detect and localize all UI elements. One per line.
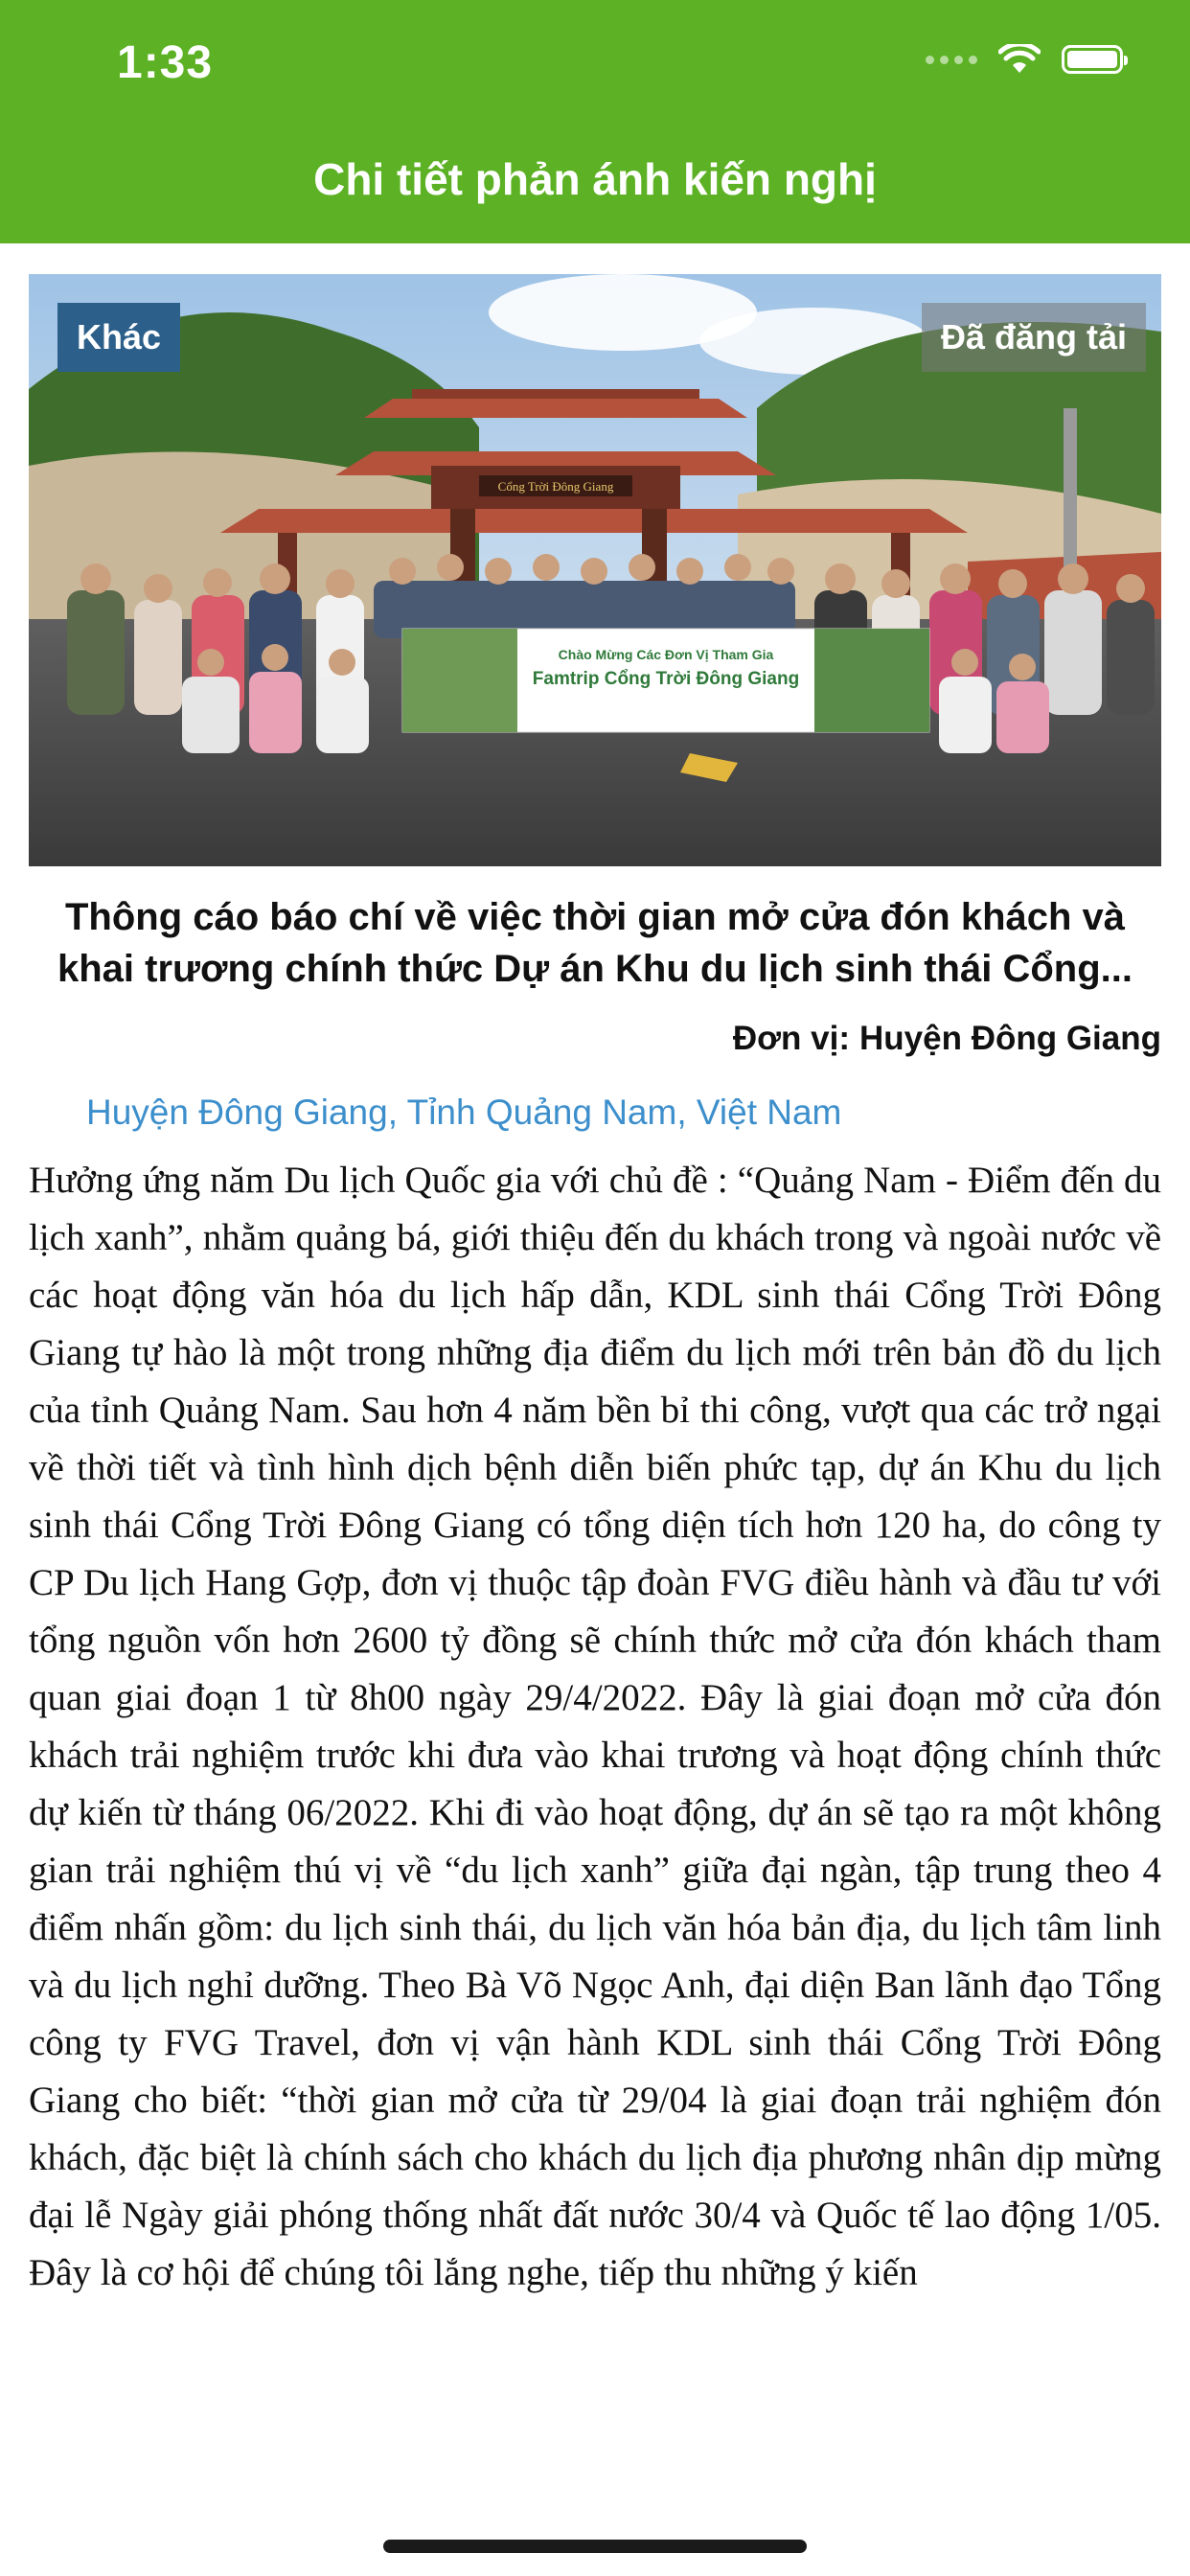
cellular-signal-icon <box>926 56 977 64</box>
status-icons <box>926 44 1123 75</box>
report-image[interactable] <box>29 274 1161 866</box>
status-time: 1:33 <box>117 37 214 88</box>
battery-icon <box>1062 45 1123 74</box>
gate-sign-text: Cổng Trời Đông Giang <box>497 479 614 494</box>
page-title: Chi tiết phản ánh kiến nghị <box>313 154 877 204</box>
unit-line <box>733 1020 1161 1058</box>
wifi-icon <box>998 44 1041 75</box>
location-link[interactable]: Huyện Đông Giang, Tỉnh Quảng Nam, Việt Nam <box>86 1092 842 1132</box>
home-indicator[interactable] <box>383 2540 807 2553</box>
banner-line2: Famtrip Cổng Trời Đông Giang <box>532 669 800 689</box>
status-badge: Đã đăng tải <box>922 303 1146 372</box>
unit-label: Đơn vị: <box>732 1020 850 1057</box>
category-badge: Khác <box>57 303 180 372</box>
article-body: Hưởng ứng năm Du lịch Quốc gia với chủ đề : “Quảng Nam - Điểm đến du lịch xanh”, nhằm quảng bá, giới thiệu đến du khách trong và ngoài nước về các hoạt động văn hóa du lịch hấp dẫn, KDL sinh thái Cổng Trời Đông Giang tự hào là một trong những địa điểm du lịch mới trên bản đồ du lịch của tỉnh Quảng Nam. Sau hơn 4 năm bền bỉ thi công, vượt qua các trở ngại về thời tiết và tình hình dịch bệnh diễn biến phức tạp, dự án Khu du lịch sinh thái Cổng Trời Đông Giang có tổng diện tích hơn 120 ha, do công ty CP Du lịch Hang Gợp, đơn vị thuộc tập đoàn FVG điều hành và đầu tư với tổng nguồn vốn hơn 2600 tỷ đồng sẽ chính thức mở cửa đón khách tham quan giai đoạn 1 từ 8h00 ngày 29/4/2022. Đây là giai đoạn mở cửa đón khách trải nghiệm trước khi đưa vào khai trương và hoạt động chính thức dự kiến từ tháng 06/2022. Khi đi vào hoạt động, dự án sẽ tạo ra một không gian trải nghiệm thú vị về “du lịch xanh” giữa đại ngàn, tập trung theo 4 điểm nhấn gồm: du lịch sinh thái, du lịch văn hóa bản địa, du lịch tâm linh và du lịch nghỉ dưỡng. Theo Bà Võ Ngọc Anh, đại diện Ban lãnh đạo Tổng công ty FVG Travel, đơn vị vận hành KDL sinh thái Cổng Trời Đông Giang cho biết: “thời gian mở cửa từ 29/04 là giai đoạn trải nghiệm đón khách, đặc biệt là chính sách cho khách du lịch địa phương nhân dịp mừng đại lễ Ngày giải phóng thống nhất đất nước 30/4 và Quốc tế lao động 1/05. Đây là cơ hội để chúng tôi lắng nghe, tiếp thu những ý kiến <box>29 1160 1161 2293</box>
banner-line1: Chào Mừng Các Đơn Vị Tham Gia <box>558 647 774 662</box>
app-header <box>0 0 1190 243</box>
unit-value: Huyện Đông Giang <box>859 1020 1161 1057</box>
article-title: Thông cáo báo chí về việc thời gian mở cửa đón khách và khai trương chính thức Dự án Khu du lịch sinh thái Cổng... <box>57 896 1133 990</box>
